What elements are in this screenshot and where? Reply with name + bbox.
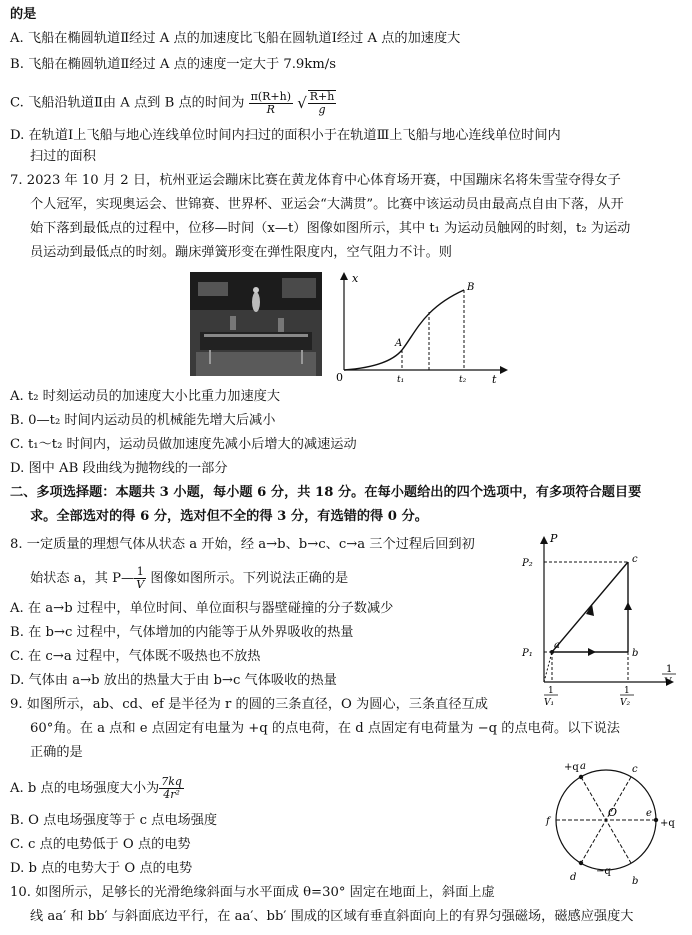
q7-option-b: B. 0—t₂ 时间内运动员的机械能先增大后减小: [10, 413, 276, 428]
xt-graph: [332, 268, 508, 386]
q9-option-d: D. b 点的电势大于 O 点的电势: [10, 861, 193, 876]
option-d: D. 在轨道Ⅰ上飞船与地心连线单位时间内扫过的面积小于在轨道Ⅲ上飞船与地心连线单位时间内: [10, 128, 561, 143]
option-a: A. 飞船在椭圆轨道Ⅱ经过 A 点的加速度比飞船在圆轨道Ⅰ经过 A 点的加速度大: [10, 31, 461, 46]
formula-numerator: π(R+h): [250, 89, 291, 103]
formula-inv-v: [134, 566, 146, 591]
point-c-label: c: [632, 764, 638, 775]
sqrt-numerator: R+h: [309, 90, 335, 103]
section-heading: 二、多项选择题：本题共 3 小题，每小题 6 分，共 18 分。在每小题给出的四个选项中，有多项符合题目要: [10, 485, 642, 500]
charge-d: −q: [596, 866, 611, 877]
question-7-line4: 员运动到最低点的时刻。蹦床弹簧形变在弹性限度内，空气阻力不计。则: [30, 245, 452, 260]
q9-option-a-text: A. b 点的电场强度大小为: [10, 781, 160, 796]
xt-origin-label: 0: [336, 371, 343, 384]
pv-point-b: b: [632, 648, 639, 659]
pv-p1: P₁: [522, 648, 533, 659]
charge-a: +q: [564, 762, 579, 773]
pv-v1-den: V₁: [544, 698, 555, 708]
question-8-prefix: 始状态 a，其 P—: [30, 571, 135, 586]
question-9-line3: 正确的是: [30, 745, 83, 760]
xt-tick-t1: t₁: [397, 375, 405, 385]
question-7-line2: 个人冠军，实现奥运会、世锦赛、世界杯、亚运会“大满贯”。比赛中该运动员由最高点自由下落，从开: [30, 197, 624, 212]
question-8-suffix: 图像如图所示。下列说法正确的是: [146, 571, 349, 586]
question-9-line2: 60°角。在 a 点和 e 点固定有电量为 +q 的点电荷，在 d 点固定有电荷量为 −q 的点电荷。以下说法: [30, 721, 620, 736]
point-e-label: e: [646, 808, 652, 819]
question-10-line2: 线 aa′ 和 bb′ 与斜面底边平行，在 aa′、bb′ 围成的区域有垂直斜面向上的有界匀强磁场，磁感应强度大: [30, 909, 634, 924]
xt-axis-y-label: x: [352, 272, 359, 285]
question-8: 8. 一定质量的理想气体从状态 a 开始，经 a→b、b→c、c→a 三个过程后回到初: [10, 537, 475, 552]
question-7-line3: 始下落到最低点的过程中，位移—时间（x—t）图像如图所示，其中 t₁ 为运动员触网的时刻，t₂ 为运动: [30, 221, 631, 236]
point-b-label: b: [632, 876, 639, 886]
section-heading-cont: 求。全部选对的得 6 分，选对但不全的得 3 分，有选错的得 0 分。: [30, 509, 428, 524]
pv-point-c: c: [632, 554, 638, 565]
q9-option-b: B. O 点电场强度等于 c 点电场强度: [10, 813, 218, 828]
sqrt-sign: √: [297, 94, 307, 112]
charge-e: +q: [660, 818, 675, 829]
inv-v-denominator: V: [136, 578, 145, 591]
q8-option-c: C. 在 c→a 过程中，气体既不吸热也不放热: [10, 649, 261, 664]
pv-p2: P₂: [522, 558, 533, 569]
q8-option-d: D. 气体由 a→b 放出的热量大于由 b→c 气体吸收的热量: [10, 673, 337, 688]
formula-time: [249, 91, 293, 116]
pv-point-a: a: [554, 640, 560, 651]
formula-field: [159, 776, 184, 801]
text-line: 的是: [10, 7, 37, 22]
option-d-cont: 扫过的面积: [30, 149, 96, 164]
center-o-label: O: [608, 806, 618, 819]
pv-v2-num: 1: [624, 686, 630, 696]
inv-v-numerator: 1: [134, 566, 146, 579]
q7-option-d: D. 图中 AB 段曲线为抛物线的一部分: [10, 461, 228, 476]
point-f-label: f: [546, 816, 550, 827]
q9-option-c: C. c 点的电势低于 O 点的电势: [10, 837, 191, 852]
option-b: B. 飞船在椭圆轨道Ⅱ经过 A 点的速度一定大于 7.9km/s: [10, 57, 337, 72]
question-9: 9. 如图所示，ab、cd、ef 是半径为 r 的圆的三条直径，O 为圆心，三条直径互成: [10, 697, 488, 712]
pv-axis-x-den: V: [664, 677, 672, 688]
xt-tick-t2: t₂: [459, 375, 467, 385]
q8-option-b: B. 在 b→c 过程中，气体增加的内能等于从外界吸收的热量: [10, 625, 354, 640]
q8-option-a: A. 在 a→b 过程中，单位时间、单位面积与器壁碰撞的分子数减少: [10, 601, 394, 616]
pv-v2-den: V₂: [620, 698, 631, 708]
pv-axis-x-num: 1: [666, 664, 673, 675]
formula-sqrt: [308, 90, 337, 116]
pv-axis-y: P: [550, 532, 558, 545]
field-denominator: 4r²: [163, 788, 180, 801]
point-d-label: d: [570, 872, 577, 883]
option-c: [10, 90, 684, 116]
q7-option-c: C. t₁～t₂ 时间内，运动员做加速度先减小后增大的减速运动: [10, 437, 357, 452]
xt-point-b: B: [467, 282, 475, 293]
trampoline-photo: [190, 272, 322, 376]
sqrt-denominator: g: [318, 103, 326, 116]
circle-diagram: [540, 756, 686, 886]
pv-v1-num: 1: [548, 686, 554, 696]
question-7: 7. 2023 年 10 月 2 日，杭州亚运会蹦床比赛在黄龙体育中心体育场开赛，中国蹦床名将朱雪莹夺得女子: [10, 173, 621, 188]
q7-option-a: A. t₂ 时刻运动员的加速度大小比重力加速度大: [10, 389, 281, 404]
field-numerator: 7kq: [161, 775, 182, 788]
point-a-label: a: [580, 761, 586, 772]
formula-denominator: R: [266, 102, 275, 116]
pv-graph: [516, 532, 686, 712]
xt-point-a: A: [395, 338, 403, 349]
xt-axis-x-label: t: [492, 373, 497, 386]
option-c-text: C. 飞船沿轨道Ⅱ由 A 点到 B 点的时间为: [10, 95, 245, 111]
question-10: 10. 如图所示，足够长的光滑绝缘斜面与水平面成 θ=30° 固定在地面上，斜面上虚: [10, 885, 495, 900]
